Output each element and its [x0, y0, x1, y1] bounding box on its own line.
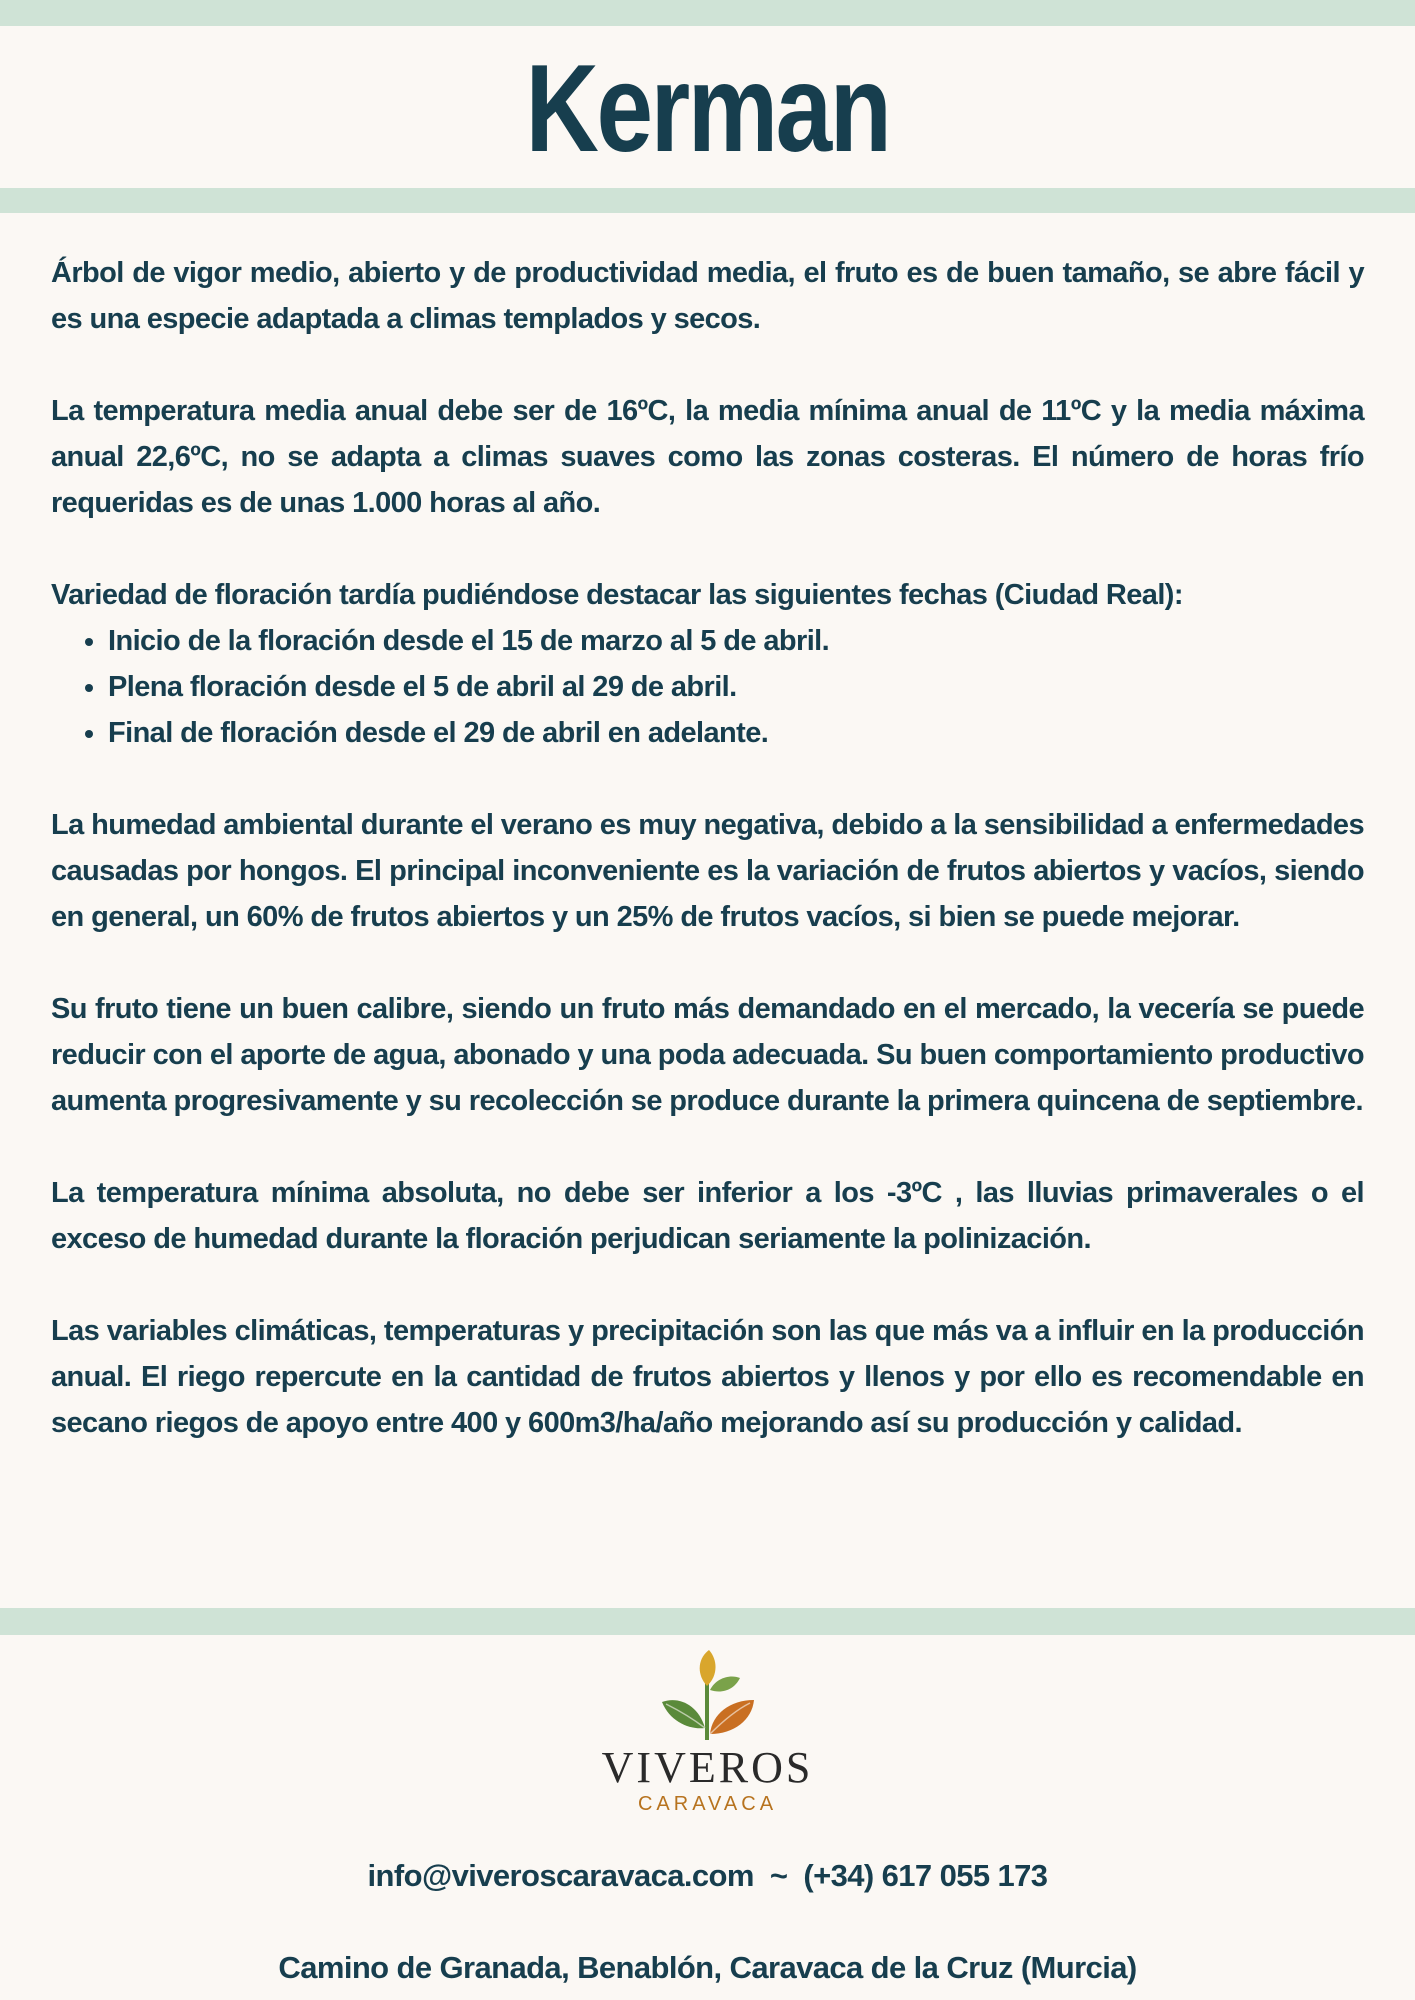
list-item: • Plena floración desde el 5 de abril al 29 de abril. — [108, 664, 1364, 710]
address: Camino de Granada, Benablón, Caravaca de la Cruz (Murcia) — [278, 1950, 1137, 1985]
footer-band — [0, 1608, 1415, 1635]
sprout-icon — [660, 1650, 755, 1742]
paragraph-temperature: La temperatura media anual debe ser de 16ºC, la media mínima anual de 11ºC y la media máxima anual 22,6ºC, no se adapta a climas suaves como las zonas costeras. El número de horas frío requeridas es de unas 1.000 horas al año. — [51, 395, 1364, 519]
contact-line — [0, 1854, 1415, 1898]
contact-separator: ~ — [769, 1858, 788, 1893]
list-item: • Inicio de la floración desde el 15 de marzo al 5 de abril. — [108, 618, 1364, 664]
paragraph-fruit-caliber: Su fruto tiene un buen calibre, siendo un fruto más demandado en el mercado, la vecería se puede reducir con el aporte de agua, abonado y una poda adecuada. Su buen comportamiento productivo aumenta progresivamente y su recolección se produce durante la primera quincena de septiembre. — [51, 993, 1364, 1117]
paragraph-climate-variables: Las variables climáticas, temperaturas y precipitación son las que más va a influir en la producción anual. El riego repercute en la cantidad de frutos abiertos y llenos y por ello es recomendable en secano riegos de apoyo entre 400 y 600m3/ha/año mejorando así su producción y calidad. — [51, 1315, 1364, 1439]
phone-number[interactable]: (+34) 617 055 173 — [803, 1858, 1048, 1893]
title-divider-band — [0, 188, 1415, 213]
description-content — [51, 250, 1364, 1492]
email-link[interactable]: info@viveroscaravaca.com — [367, 1858, 754, 1893]
flowering-dates-list — [51, 618, 1364, 756]
logo-subtitle: CARAVACA — [637, 1793, 778, 1815]
paragraph-min-temperature: La temperatura mínima absoluta, no debe ser inferior a los -3ºC , las lluvias primaverales o el exceso de humedad durante la floración perjudican seriamente la polinización. — [51, 1177, 1364, 1255]
company-logo — [550, 1650, 865, 1820]
top-band — [0, 0, 1415, 26]
list-item: • Final de floración desde el 29 de abril en adelante. — [108, 710, 1364, 756]
paragraph-humidity: La humedad ambiental durante el verano es muy negativa, debido a la sensibilidad a enfermedades causadas por hongos. El principal inconveniente es la variación de frutos abiertos y vacíos, siendo en general, un 60% de frutos abiertos y un 25% de frutos vacíos, si bien se puede mejorar. — [51, 809, 1364, 933]
page-title: Kerman — [525, 40, 890, 178]
paragraph-flowering-intro: Variedad de floración tardía pudiéndose destacar las siguientes fechas (Ciudad Real): — [51, 579, 1183, 611]
logo-wordmark: VIVEROS — [601, 1743, 814, 1792]
paragraph-vigor: Árbol de vigor medio, abierto y de productividad media, el fruto es de buen tamaño, se abre fácil y es una especie adaptada a climas templados y secos. — [51, 257, 1364, 335]
